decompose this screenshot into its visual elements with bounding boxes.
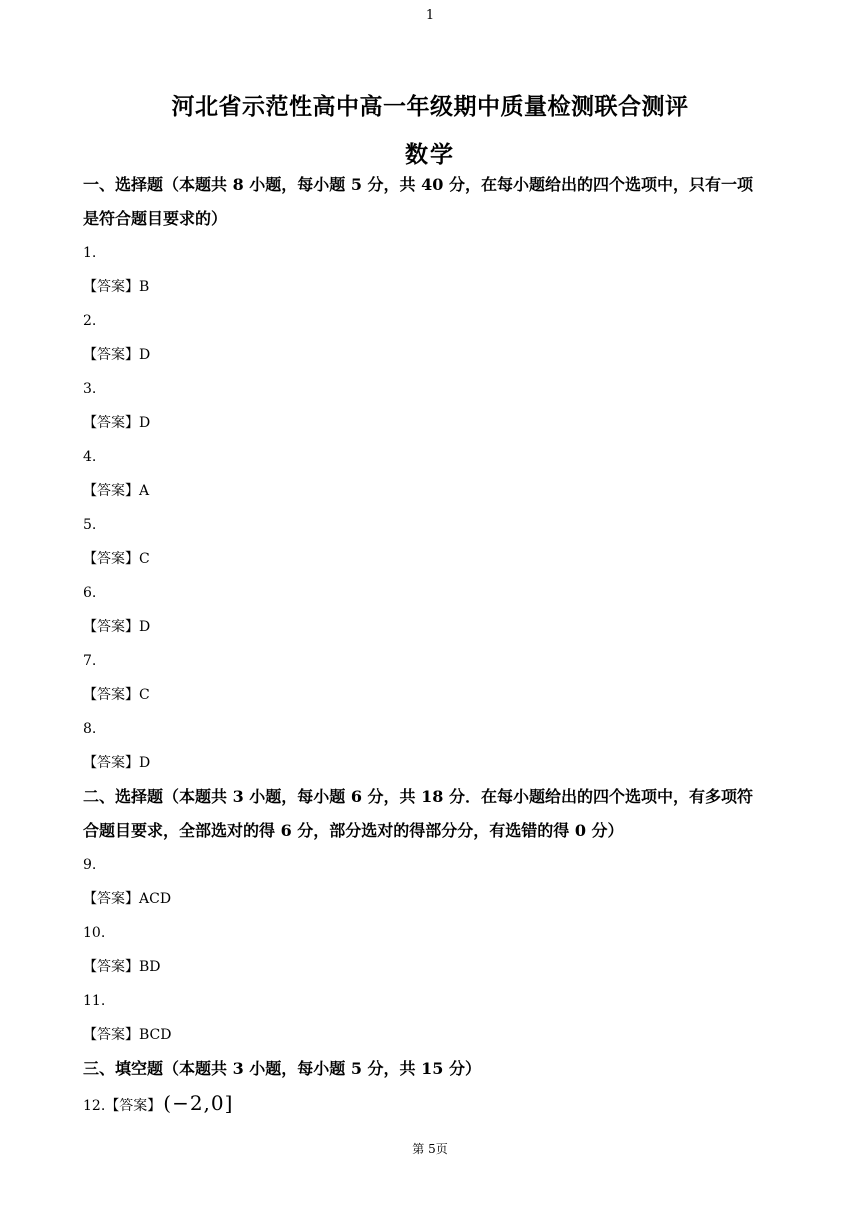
answer-label: 【答案】	[83, 959, 139, 975]
section-heading: 是符合题目要求的）	[83, 209, 228, 228]
page-footer: 第 5页	[412, 1142, 448, 1156]
answer-label: 【答案】	[105, 1098, 162, 1114]
answer-label: 【答案】	[83, 279, 139, 295]
answer-line	[83, 746, 783, 780]
document-subject: 数学	[405, 141, 455, 168]
question-number: 10.	[83, 925, 106, 941]
answer-label: 【答案】	[83, 347, 139, 363]
question-number: 8.	[83, 721, 97, 737]
answer-line	[83, 882, 783, 916]
question-number: 11.	[83, 993, 106, 1009]
answer-label: 【答案】	[83, 891, 139, 907]
question-number: 12.	[83, 1098, 106, 1114]
section-multiple-choice	[83, 168, 783, 780]
answer-content	[83, 168, 783, 1120]
section-heading: 一、选择题（本题共 8 小题，每小题 5 分，共 40 分，在每小题给出的四个选项中，只有一项	[83, 175, 753, 194]
answer-label: 【答案】	[83, 483, 139, 499]
answer-value: C	[139, 551, 150, 567]
answer-line	[83, 610, 783, 644]
question-number: 4.	[83, 449, 97, 465]
question-number: 6.	[83, 585, 97, 601]
answer-line	[83, 950, 783, 984]
question-number: 5.	[83, 517, 97, 533]
answer-line	[83, 474, 783, 508]
answer-value: D	[139, 347, 151, 363]
answer-label: 【答案】	[83, 687, 139, 703]
answer-math-value: (−2,0]	[163, 1091, 234, 1115]
answer-label: 【答案】	[83, 755, 139, 771]
answer-label: 【答案】	[83, 415, 139, 431]
section-fill-in	[83, 1052, 783, 1120]
answer-value: ACD	[139, 891, 172, 907]
answer-value: B	[139, 279, 150, 295]
question-number: 1.	[83, 245, 97, 261]
answer-label: 【答案】	[83, 551, 139, 567]
question-number: 9.	[83, 857, 97, 873]
answer-line	[83, 338, 783, 372]
answer-line	[83, 542, 783, 576]
answer-value: D	[139, 755, 151, 771]
question-number: 2.	[83, 313, 97, 329]
answer-line	[83, 678, 783, 712]
answer-value: D	[139, 415, 151, 431]
answer-label: 【答案】	[83, 619, 139, 635]
answer-line	[83, 270, 783, 304]
page-top-number: 1	[425, 8, 435, 23]
answer-line	[83, 1086, 783, 1120]
answer-value: A	[139, 483, 150, 499]
answer-line	[83, 406, 783, 440]
section-heading: 三、填空题（本题共 3 小题，每小题 5 分，共 15 分）	[83, 1059, 481, 1078]
question-number: 3.	[83, 381, 97, 397]
answer-value: BCD	[139, 1027, 172, 1043]
section-heading: 二、选择题（本题共 3 小题，每小题 6 分，共 18 分．在每小题给出的四个选项中，有多项符	[83, 787, 753, 806]
question-number: 7.	[83, 653, 97, 669]
answer-value: D	[139, 619, 151, 635]
section-multiple-select	[83, 780, 783, 1052]
answer-label: 【答案】	[83, 1027, 139, 1043]
answer-value: C	[139, 687, 150, 703]
section-heading: 合题目要求，全部选对的得 6 分，部分选对的得部分分，有选错的得 0 分）	[83, 821, 624, 840]
answer-line	[83, 1018, 783, 1052]
document-title: 河北省示范性高中高一年级期中质量检测联合测评	[171, 93, 689, 120]
answer-value: BD	[139, 959, 161, 975]
